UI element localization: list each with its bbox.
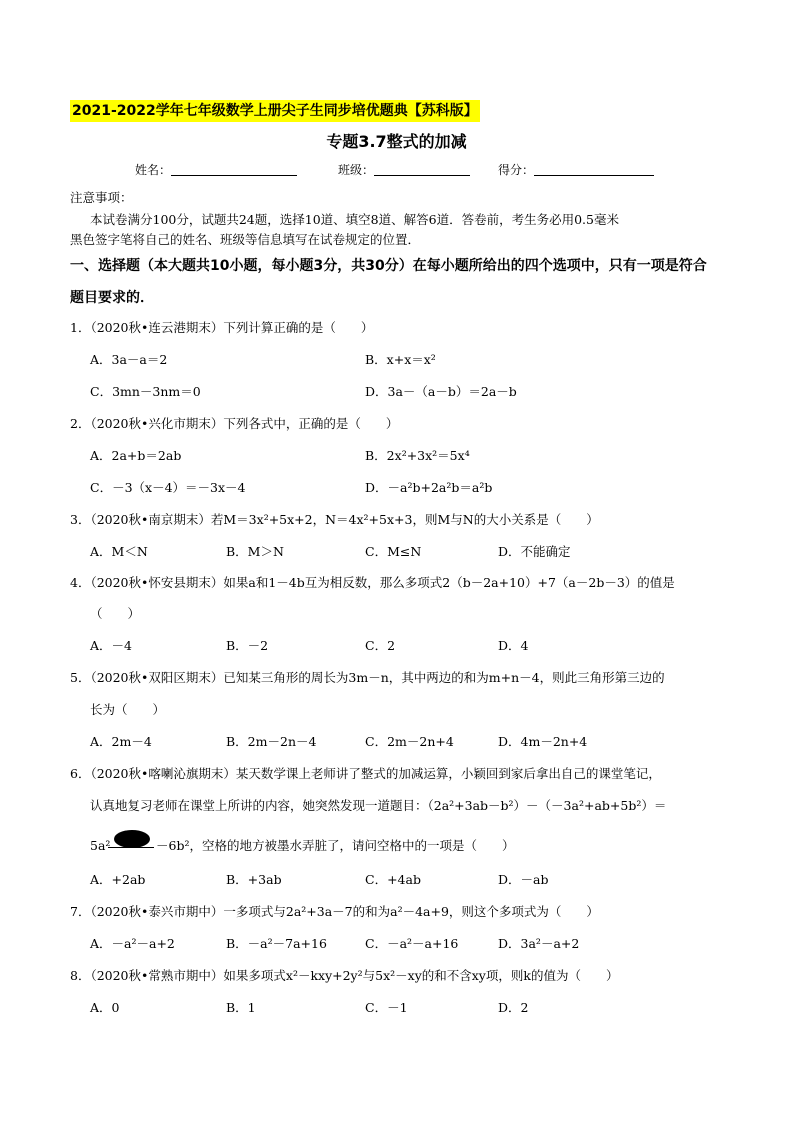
question-6-stem-cont: 认真地复习老师在课堂上所讲的内容，她突然发现一道题目：（2a²+3ab－b²）－（－3a²+ab+5b²）＝ [90, 798, 667, 813]
question-4-stem: 4．（2020秋•怀安县期末）如果a和1－4b互为相反数，那么多项式2（b－2a+10）+7（a－2b－3）的值是 [70, 575, 675, 590]
course-banner: 2021-2022学年七年级数学上册尖子生同步培优题典【苏科版】 [70, 100, 480, 122]
question-5-stem: 5．（2020秋•双阳区期末）已知某三角形的周长为3m－n，其中两边的和为m+n－4，则此三角形第三边的 [70, 670, 665, 685]
question-8-option-b[interactable]: B．1 [226, 1000, 256, 1015]
question-3-option-c[interactable]: C．M≤N [365, 544, 422, 559]
question-7-option-d[interactable]: D．3a²－a+2 [498, 936, 580, 951]
question-4-option-b[interactable]: B．－2 [226, 638, 269, 653]
question-8-stem: 8．（2020秋•常熟市期中）如果多项式x²－kxy+2y²与5x²－xy的和不含xy项，则k的值为（ ） [70, 968, 619, 983]
name-blank[interactable] [171, 161, 297, 176]
question-5-option-d[interactable]: D．4m－2n+4 [498, 734, 588, 749]
question-7-option-a[interactable]: A．－a²－a+2 [90, 936, 175, 951]
question-6-stem: 6．（2020秋•喀喇沁旗期末）某天数学课上老师讲了整式的加减运算，小颖回到家后拿出自己的课堂笔记， [70, 766, 661, 781]
question-1-option-c[interactable]: C．3mn－3nm＝0 [90, 384, 201, 399]
section-heading-1: 一、选择题（本大题共10小题，每小题3分，共30分）在每小题所给出的四个选项中，只有一项是符合 [70, 258, 707, 274]
class-blank[interactable] [374, 161, 470, 176]
question-3-stem: 3．（2020秋•南京期末）若M＝3x²+5x+2，N＝4x²+5x+3，则M与N的大小关系是（ ） [70, 512, 599, 527]
question-1-stem: 1．（2020秋•连云港期末）下列计算正确的是（ ） [70, 320, 374, 335]
question-6-option-d[interactable]: D．－ab [498, 872, 549, 887]
section-heading-2: 题目要求的． [70, 290, 154, 306]
ink-blot [114, 830, 150, 848]
class-field[interactable] [338, 160, 470, 180]
question-5-option-c[interactable]: C．2m－2n+4 [365, 734, 454, 749]
question-2-option-b[interactable]: B．2x²+3x²＝5x⁴ [365, 448, 470, 463]
question-6-option-b[interactable]: B．+3ab [226, 872, 282, 887]
question-2-option-d[interactable]: D．－a²b+2a²b＝a²b [365, 480, 493, 495]
question-2-option-a[interactable]: A．2a+b＝2ab [90, 448, 182, 463]
question-6-option-c[interactable]: C．+4ab [365, 872, 421, 887]
question-3-option-d[interactable]: D．不能确定 [498, 544, 571, 559]
score-field[interactable] [498, 160, 654, 180]
question-6-stem-part-a: 5a² [90, 838, 111, 853]
question-4-stem-cont: （ ） [90, 606, 141, 621]
question-3-option-b[interactable]: B．M＞N [226, 544, 284, 559]
question-8-option-c[interactable]: C．－1 [365, 1000, 408, 1015]
question-1-option-d[interactable]: D．3a－（a－b）＝2a－b [365, 384, 517, 399]
score-label: 得分： [498, 163, 535, 177]
score-blank[interactable] [534, 161, 654, 176]
question-4-option-c[interactable]: C．2 [365, 638, 396, 653]
question-8-option-a[interactable]: A．0 [90, 1000, 120, 1015]
question-4-option-a[interactable]: A．－4 [90, 638, 132, 653]
question-1-option-a[interactable]: A．3a－a＝2 [90, 352, 168, 367]
question-7-option-c[interactable]: C．－a²－a+16 [365, 936, 459, 951]
question-2-option-c[interactable]: C．－3（x－4）＝－3x－4 [90, 480, 246, 495]
question-5-option-b[interactable]: B．2m－2n－4 [226, 734, 317, 749]
notice-line-2: 黑色签字笔将自己的姓名、班级等信息填写在试卷规定的位置． [70, 232, 421, 247]
question-1-option-b[interactable]: B．x+x＝x² [365, 352, 436, 367]
name-field[interactable] [135, 160, 297, 180]
question-6-option-a[interactable]: A．+2ab [90, 872, 146, 887]
question-2-stem: 2．（2020秋•兴化市期末）下列各式中，正确的是（ ） [70, 416, 399, 431]
name-label: 姓名： [135, 163, 172, 177]
question-7-option-b[interactable]: B．－a²－7a+16 [226, 936, 327, 951]
question-3-option-a[interactable]: A．M＜N [90, 544, 148, 559]
question-7-stem: 7．（2020秋•泰兴市期中）一多项式与2a²+3a－7的和为a²－4a+9，则这个多项式为（ ） [70, 904, 599, 919]
question-4-option-d[interactable]: D．4 [498, 638, 529, 653]
blank-line [108, 847, 154, 848]
notice-heading: 注意事项： [70, 190, 133, 205]
page-title: 专题3.7整式的加减 [326, 132, 467, 151]
notice-line-1: 本试卷满分100分，试题共24题，选择10道、填空8道、解答6道．答卷前，考生务必用0.5毫米 [90, 212, 619, 227]
question-5-option-a[interactable]: A．2m－4 [90, 734, 152, 749]
question-6-stem-part-b: －6b²，空格的地方被墨水弄脏了，请问空格中的一项是（ ） [156, 838, 515, 853]
question-8-option-d[interactable]: D．2 [498, 1000, 529, 1015]
class-label: 班级： [338, 163, 375, 177]
question-5-stem-cont: 长为（ ） [90, 702, 166, 717]
